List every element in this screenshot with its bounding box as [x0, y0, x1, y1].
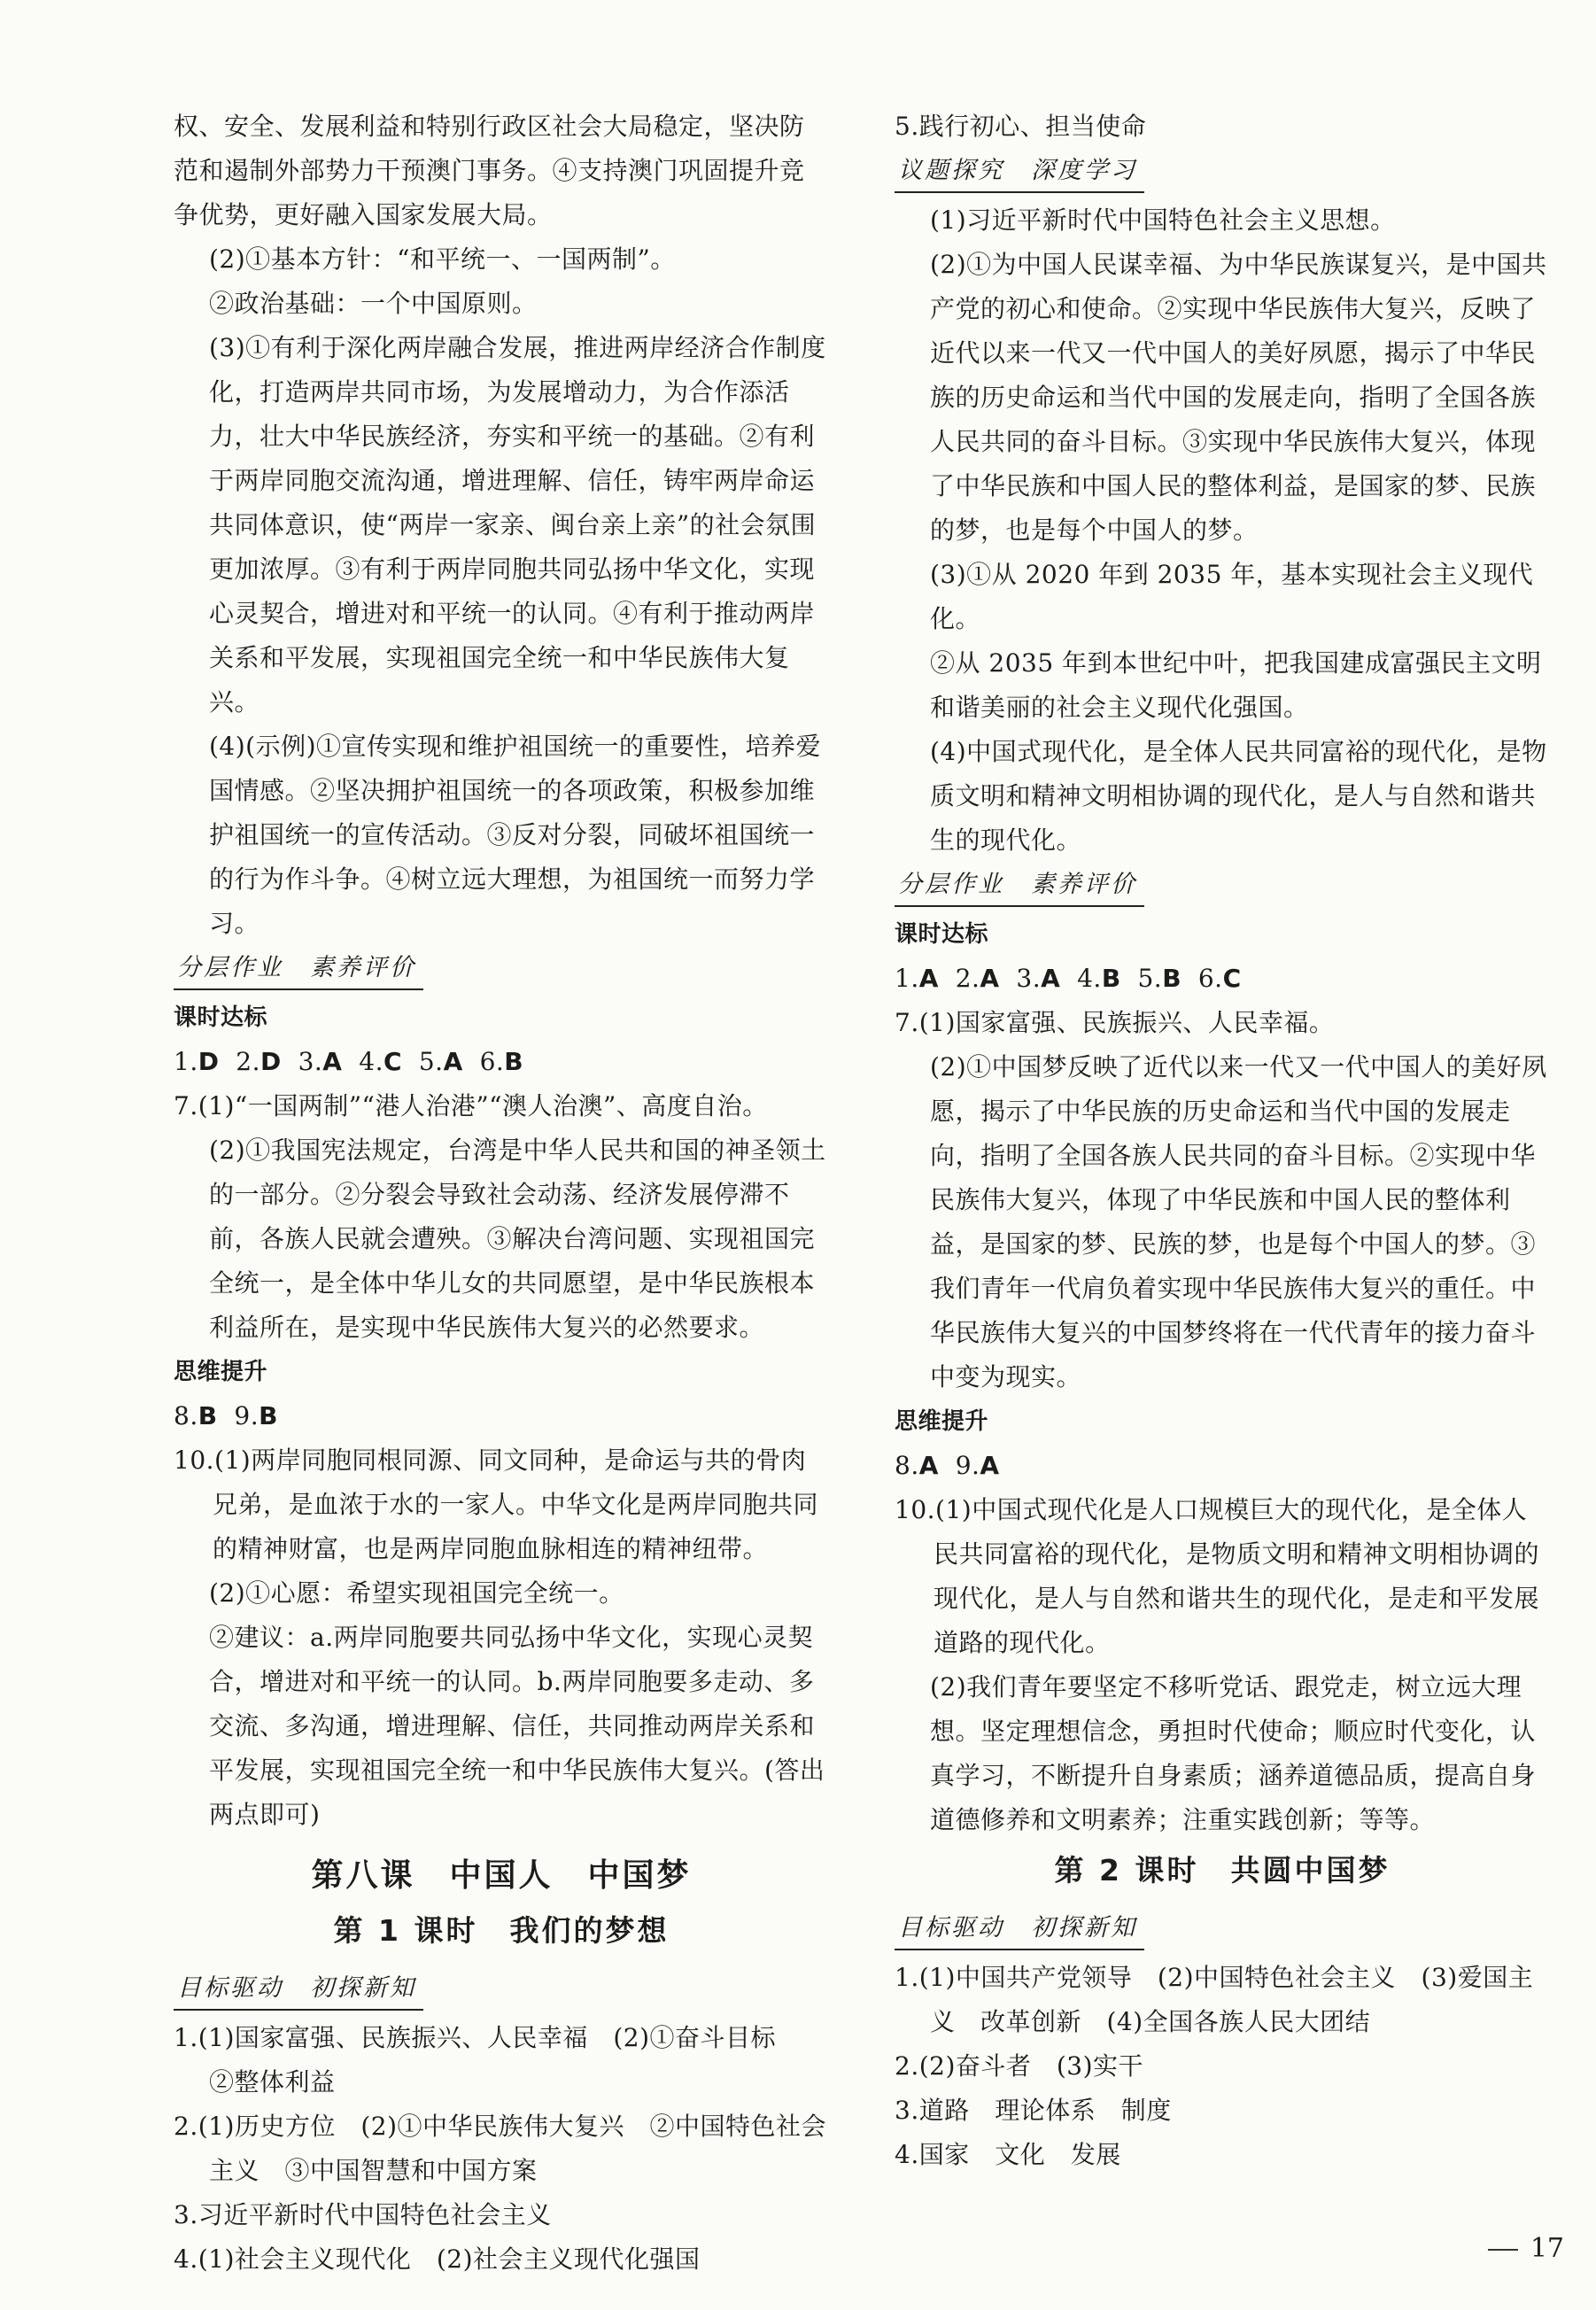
answer-text: (2)①心愿：希望实现祖国完全统一。	[209, 1578, 624, 1608]
answer-text: ②建议：a.两岸同胞要共同弘扬中华文化，实现心灵契合，增进对和平统一的认同。b.两岸同胞要多走动、多交流、多沟通，增进理解、信任，共同推动两岸关系和平发展，实现祖国完全统一和中华民族伟大复兴。(答出两点即可)	[209, 1623, 825, 1829]
answer-text: (4)(示例)①宣传实现和维护祖国统一的重要性，培养爱国情感。②坚决拥护祖国统一的各项政策，积极参加维护祖国统一的宣传活动。③反对分裂，同破坏祖国统一的行为作斗争。④树立远大理想，为祖国统一而努力学习。	[209, 732, 822, 938]
answer-text: (4)中国式现代化，是全体人民共同富裕的现代化，是物质文明和精神文明相协调的现代化，是人与自然和谐共生的现代化。	[930, 737, 1547, 855]
answer-text: 2.(1)历史方位 (2)①中华民族伟大复兴 ②中国特色社会主义 ③中国智慧和中国方案	[174, 2112, 827, 2185]
subsection-heading: 思维提升	[895, 1408, 989, 1435]
section-header: 议题探究 深度学习	[895, 152, 1144, 193]
answer-text: 4.国家 文化 发展	[895, 2140, 1121, 2169]
answer-text: (2)①中国梦反映了近代以来一代又一代中国人的美好夙愿，揭示了中华民族的历史命运和当代中国的发展走向，指明了全国各族人民共同的奋斗目标。②实现中华民族伟大复兴，体现了中华民族和中国人民的整体利益，是国家的梦、民族的梦，也是每个中国人的梦。③我们青年一代肩负着实现中华民族伟大复兴的重任。中华民族伟大复兴的中国梦终将在一代代青年的接力奋斗中变为现实。	[930, 1052, 1547, 1391]
page-number: 17	[1488, 2233, 1564, 2264]
answer-text: ②政治基础：一个中国原则。	[209, 289, 538, 318]
choice-answers: 1.D 2.D 3.A 4.C 5.A 6.B	[174, 1047, 524, 1076]
answer-text: 2.(2)奋斗者 (3)实干	[895, 2051, 1144, 2081]
answer-text: 10.(1)中国式现代化是人口规模巨大的现代化，是全体人民共同富裕的现代化，是物质文明和精神文明相协调的现代化，是人与自然和谐共生的现代化，是走和平发展道路的现代化。	[895, 1495, 1540, 1657]
choice-answers: 8.B 9.B	[174, 1401, 278, 1430]
answer-text: (2)①为中国人民谋幸福、为中华民族谋复兴，是中国共产党的初心和使命。②实现中华民族伟大复兴，反映了近代以来一代又一代中国人的美好夙愿，揭示了中华民族的历史命运和当代中国的发展走向，指明了全国各族人民共同的奋斗目标。③实现中华民族伟大复兴，体现了中华民族和中国人民的整体利益，是国家的梦、民族的梦，也是每个中国人的梦。	[930, 250, 1547, 545]
answer-text: 1.(1)中国共产党领导 (2)中国特色社会主义 (3)爱国主义 改革创新 (4)全国各族人民大团结	[895, 1963, 1534, 2036]
lesson-subtitle: 第 2 课时 共圆中国梦	[1054, 1853, 1391, 1888]
lesson-subtitle: 第 1 课时 我们的梦想	[333, 1913, 670, 1948]
answer-text: 4.(1)社会主义现代化 (2)社会主义现代化强国	[174, 2244, 701, 2274]
section-header: 分层作业 素养评价	[174, 950, 423, 990]
answer-text: (2)①我国宪法规定，台湾是中华人民共和国的神圣领土的一部分。②分裂会导致社会动荡、经济发展停滞不前，各族人民就会遭殃。③解决台湾问题、实现祖国完全统一，是全体中华儿女的共同愿望，是中华民族根本利益所在，是实现中华民族伟大复兴的必然要求。	[209, 1136, 826, 1342]
answer-text: 7.(1)国家富强、民族振兴、人民幸福。	[895, 1008, 1335, 1037]
answer-text: ②从 2035 年到本世纪中叶，把我国建成富强民主文明和谐美丽的社会主义现代化强国。	[930, 648, 1542, 722]
answer-text: 5.践行初心、担当使命	[895, 112, 1147, 141]
answer-text: ②整体利益	[209, 2067, 336, 2097]
subsection-heading: 思维提升	[174, 1359, 268, 1385]
subsection-heading: 课时达标	[895, 921, 989, 948]
section-header: 目标驱动 初探新知	[895, 1910, 1144, 1950]
answer-text: (3)①从 2020 年到 2035 年，基本实现社会主义现代化。	[930, 560, 1534, 633]
choice-answers: 1.A 2.A 3.A 4.B 5.B 6.C	[895, 964, 1242, 993]
subsection-heading: 课时达标	[174, 1004, 268, 1031]
answer-text: (2)我们青年要坚定不移听党话、跟党走，树立远大理想。坚定理想信念，勇担时代使命；顺应时代变化，认真学习，不断提升自身素质；涵养道德品质，提高自身道德修养和文明素养；注重实践创新；等等。	[930, 1672, 1537, 1834]
right-column	[895, 105, 1550, 2177]
section-header: 分层作业 素养评价	[895, 866, 1144, 907]
answer-text: (2)①基本方针：“和平统一、一国两制”。	[209, 244, 676, 274]
answer-text: (3)①有利于深化两岸融合发展，推进两岸经济合作制度化，打造两岸共同市场，为发展增动力，为合作添活力，壮大中华民族经济，夯实和平统一的基础。②有利于两岸同胞交流沟通，增进理解、信任，铸牢两岸命运共同体意识，使“两岸一家亲、闽台亲上亲”的社会氛围更加浓厚。③有利于两岸同胞共同弘扬中华文化，实现心灵契合，增进对和平统一的认同。④有利于推动两岸关系和平发展，实现祖国完全统一和中华民族伟大复兴。	[209, 333, 826, 717]
answer-text: 1.(1)国家富强、民族振兴、人民幸福 (2)①奋斗目标	[174, 2023, 777, 2052]
choice-answers: 8.A 9.A	[895, 1451, 1000, 1480]
answer-text: 3.习近平新时代中国特色社会主义	[174, 2200, 552, 2229]
left-column	[174, 105, 829, 2282]
answer-text: (1)习近平新时代中国特色社会主义思想。	[930, 205, 1396, 235]
lesson-title: 第八课 中国人 中国梦	[311, 1857, 692, 1894]
answer-text: 7.(1)“一国两制”“港人治港”“澳人治澳”、高度自治。	[174, 1091, 768, 1120]
page-number-dash	[1488, 2249, 1518, 2251]
answer-text: 10.(1)两岸同胞同根同源、同文同种，是命运与共的骨肉兄弟，是血浓于水的一家人。中华文化是两岸同胞共同的精神财富，也是两岸同胞血脉相连的精神纽带。	[174, 1446, 819, 1563]
answer-text: 3.道路 理论体系 制度	[895, 2096, 1172, 2125]
answer-text: 权、安全、发展利益和特别行政区社会大局稳定，坚决防范和遏制外部势力干预澳门事务。④支持澳门巩固提升竞争优势，更好融入国家发展大局。	[174, 112, 805, 229]
section-header: 目标驱动 初探新知	[174, 1970, 423, 2011]
